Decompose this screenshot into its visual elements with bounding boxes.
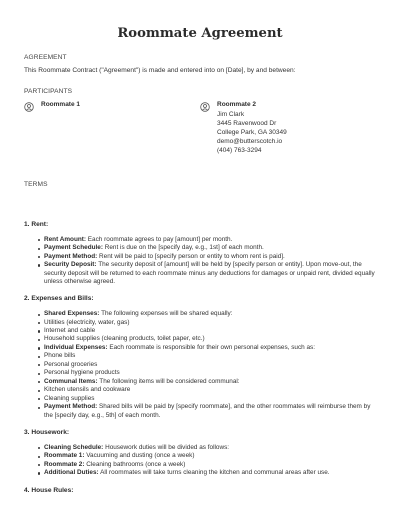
list-item — [38, 319, 376, 327]
section-heading: 3. Housework: — [24, 429, 70, 437]
terms-section — [24, 221, 376, 286]
item-text: Shared bills will be paid by [specify roommate], and the other roommates will reimburse them by the [specify day, e.g., 5th] of each month. — [44, 403, 371, 419]
list-item — [38, 378, 376, 386]
item-label: Rent Amount: — [44, 235, 87, 243]
list-item — [38, 253, 376, 261]
agreement-text: This Roommate Contract ("Agreement") is made and entered into on [Date], by and between: — [24, 67, 296, 74]
terms-section — [24, 295, 376, 420]
item-text: The security deposit of [amount] will be held by [specify person or entity]. Upon move-out, the security deposit will be returned to each roommate minus any deductions for damages or unpaid rent, divided equally unless otherwise agreed. — [44, 261, 375, 285]
participants-label: PARTICIPANTS — [24, 88, 73, 95]
list-item — [38, 403, 376, 420]
item-label: Additional Duties: — [44, 469, 99, 477]
section-heading: 1. Rent: — [24, 221, 49, 228]
item-text: Utilities (electricity, water, gas) — [44, 318, 130, 326]
list-item — [38, 335, 376, 343]
agreement-label: AGREEMENT — [24, 54, 67, 61]
list-item — [38, 444, 376, 452]
roommate-1-name: Roommate 1 — [41, 101, 81, 108]
roommate-2-phone: (404) 763-3294 — [217, 147, 262, 155]
item-text: The following expenses will be shared equally: — [99, 310, 233, 318]
item-text: Cleaning bathrooms (once a week) — [84, 460, 186, 468]
list-item — [38, 261, 376, 286]
item-text: Rent will be paid to [specify person or entity to whom rent is paid]. — [97, 252, 285, 260]
item-text: All roommates will take turns cleaning the kitchen and communal areas after use. — [98, 469, 330, 477]
user-circle-icon — [24, 102, 34, 115]
roommate-2-city: College Park, GA 30349 — [217, 129, 287, 137]
item-label: Communal Items: — [44, 377, 98, 385]
list-item — [38, 327, 376, 335]
roommate-2-email: demo@butterscotch.io — [217, 138, 283, 146]
list-item — [38, 469, 376, 477]
list-item — [38, 369, 376, 377]
list-item — [38, 395, 376, 403]
section-heading: 2. Expenses and Bills: — [24, 295, 94, 303]
item-text: Phone bills — [44, 352, 76, 360]
terms-section — [24, 487, 376, 496]
section-items — [24, 444, 376, 478]
document-title: Roommate Agreement — [117, 26, 283, 41]
item-label: Individual Expenses: — [44, 343, 108, 351]
item-text: Kitchen utensils and cookware — [44, 386, 131, 394]
list-item — [38, 244, 376, 252]
item-text: The following items will be considered communal: — [97, 377, 240, 385]
item-text: Rent is due on the [specify day, e.g., 1st] of each month. — [102, 244, 264, 252]
list-item — [38, 344, 376, 352]
section-items — [24, 310, 376, 420]
section-heading: 4. House Rules: — [24, 486, 74, 494]
roommate-2-full-name: Jim Clark — [217, 110, 245, 118]
item-label: Shared Expenses: — [44, 310, 100, 318]
item-text: Internet and cable — [44, 327, 96, 335]
user-circle-icon — [200, 102, 210, 115]
roommate-2-name: Roommate 2 — [217, 101, 257, 108]
list-item — [38, 236, 376, 244]
roommate-2-street: 3445 Ravenwood Dr — [217, 119, 277, 127]
item-text: Personal hygiene products — [44, 369, 120, 377]
item-label: Security Deposit: — [44, 261, 97, 269]
item-text: Personal groceries — [44, 360, 98, 368]
item-text: Housework duties will be divided as follows: — [103, 443, 230, 451]
list-item — [38, 310, 376, 318]
list-item — [38, 361, 376, 369]
item-text: Cleaning supplies — [44, 394, 95, 402]
item-label: Roommate 2: — [44, 460, 85, 468]
list-item — [38, 452, 376, 460]
item-text: Household supplies (cleaning products, toilet paper, etc.) — [44, 335, 205, 343]
item-label: Payment Method: — [44, 252, 98, 260]
terms-list — [24, 221, 376, 495]
section-items — [24, 236, 376, 287]
terms-section — [24, 429, 376, 478]
terms-label: TERMS — [24, 181, 48, 188]
item-label: Payment Schedule: — [44, 244, 103, 252]
list-item — [38, 386, 376, 394]
item-text: Vacuuming and dusting (once a week) — [84, 452, 195, 460]
list-item — [38, 461, 376, 469]
item-text: Each roommate is responsible for their own personal expenses, such as: — [107, 343, 316, 351]
item-label: Payment Method: — [44, 403, 98, 411]
item-label: Cleaning Schedule: — [44, 443, 104, 451]
item-label: Roommate 1: — [44, 452, 85, 460]
list-item — [38, 352, 376, 360]
item-text: Each roommate agrees to pay [amount] per month. — [86, 235, 233, 243]
